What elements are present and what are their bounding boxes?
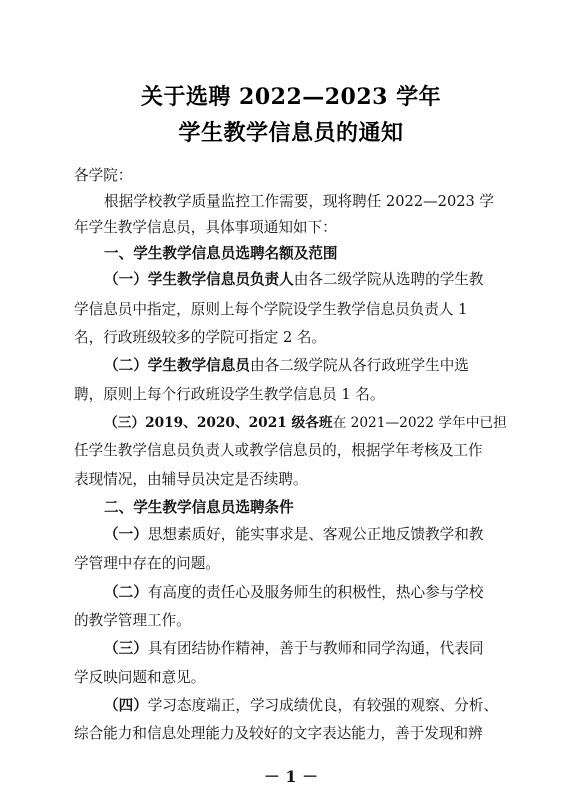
item-label: （三） [104,640,148,657]
intro-line-1: 根据学校教学质量监控工作需要，现将聘任 2022—2023 学 [104,193,495,210]
item-text: 由各二级学院从各行政班学生中选 [249,357,469,374]
salutation: 各学院： [74,167,133,184]
section1-paragraph1 [104,270,514,290]
item-label: （二） [104,584,148,601]
item-label: （一） [104,271,148,288]
section1-paragraph2-line2: 聘，原则上每个行政班设学生教学信息员 1 名。 [74,386,385,403]
item-text: 具有团结协作精神，善于与教师和同学沟通，代表同 [147,640,484,657]
item-label: （四） [104,697,148,714]
section1-heading: 一、学生教学信息员选聘名额及范围 [104,245,338,262]
section1-paragraph1-line3: 名，行政班级较多的学院可指定 2 名。 [74,329,327,346]
section1-paragraph2 [104,356,514,376]
item-label: （三） [104,415,146,431]
section2-paragraph1-line2: 学管理中存在的问题。 [74,555,220,572]
section2-paragraph2 [104,583,514,603]
section2-paragraph3-line2: 学反映问题和意见。 [74,669,206,686]
section2-paragraph4-line2: 综合能力和信息处理能力及较好的文字表达能力，善于发现和辨 [74,725,483,742]
item-label: （二） [104,357,148,374]
section1-paragraph3-line2: 任学生教学信息员负责人或教学信息员的，根据学年考核及工作 [74,442,483,459]
section2-paragraph4 [104,696,514,716]
document-title-line1: 关于选聘 2022—2023 学年 [140,84,442,110]
section1-paragraph1-line2: 学信息员中指定，原则上每个学院设学生教学信息员负责人 1 [74,301,468,318]
section1-paragraph3 [104,413,514,433]
section2-heading: 二、学生教学信息员选聘条件 [104,499,294,516]
page-number: － 1 － [263,767,319,786]
item-text: 有高度的责任心及服务师生的积极性，热心参与学校 [147,584,484,601]
section1-paragraph3-line3: 表现情况，由辅导员决定是否续聘。 [74,471,308,488]
item-bold-term: 学生教学信息员 [147,357,250,374]
item-bold-term: 2019、2020、2021 级各班 [145,415,333,431]
section2-paragraph3 [104,639,514,659]
intro-line-2: 年学生教学信息员，具体事项通知如下： [74,219,337,236]
item-text: 由各二级学院从选聘的学生教 [293,271,484,288]
item-label: （一） [104,526,148,543]
section2-paragraph1 [104,525,514,545]
item-text: 在 2021—2022 学年中已担 [332,415,507,431]
item-bold-term: 学生教学信息员负责人 [147,271,294,288]
item-text: 学习态度端正，学习成绩优良，有较强的观察、分析、 [147,697,499,714]
document-title-line2: 学生教学信息员的通知 [178,120,404,146]
section2-paragraph2-line2: 的教学管理工作。 [74,612,191,629]
item-text: 思想素质好，能实事求是、客观公正地反馈教学和教 [147,526,484,543]
